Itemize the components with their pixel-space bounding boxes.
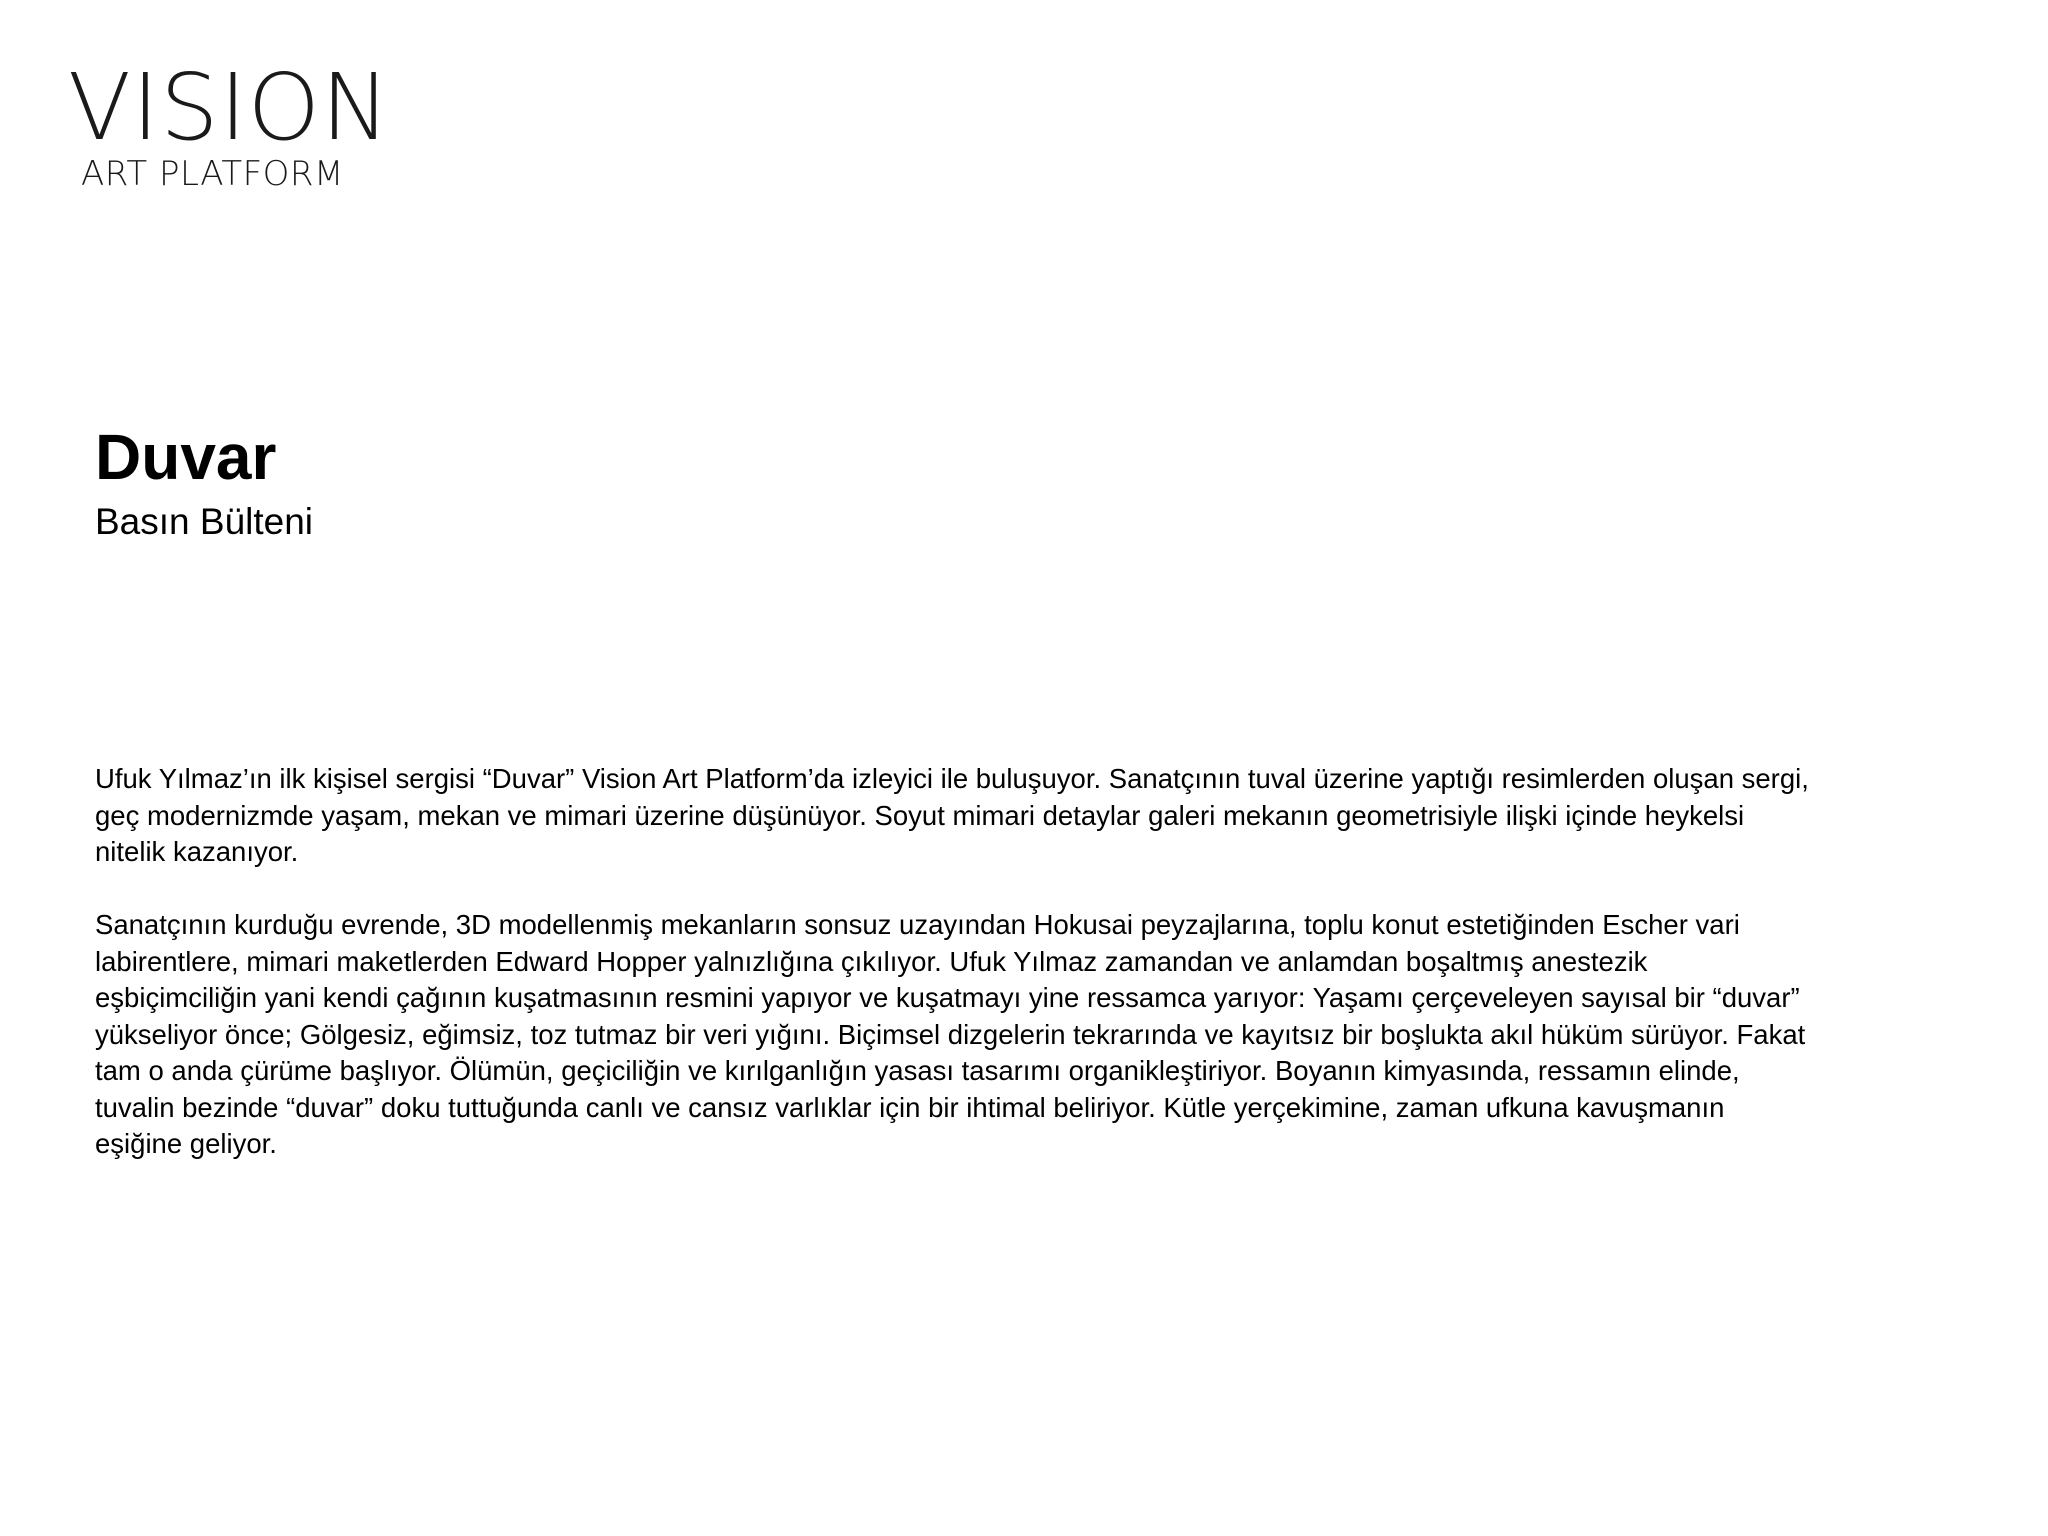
vision-art-platform-logo	[68, 54, 391, 194]
logo-wordmark: VISION	[68, 54, 391, 161]
document-body	[95, 761, 1815, 1199]
body-paragraph-1: Ufuk Yılmaz’ın ilk kişisel sergisi “Duvar” Vision Art Platform’da izleyici ile buluşuyor. Sanatçının tuval üzerine yaptığı resimlerden oluşan sergi, geç modernizmde yaşam, mekan ve mimari üzerine düşünüyor. Soyut mimari detaylar galeri mekanın geometrisiyle ilişki içinde heykelsi nitelik kazanıyor.	[95, 763, 1809, 867]
document-title: Duvar	[95, 421, 277, 493]
body-paragraph-2: Sanatçının kurduğu evrende, 3D modellenmiş mekanların sonsuz uzayından Hokusai peyzajlarına, toplu konut estetiğinden Escher vari labirentlere, mimari maketlerden Edward Hopper yalnızlığına çıkılıyor. Ufuk Yılmaz zamandan ve anlamdan boşaltmış anestezik eşbiçimciliğin yani kendi çağının kuşatmasının resmini yapıyor ve kuşatmayı yine ressamca yarıyor: Yaşamı çerçeveleyen sayısal bir “duvar” yükseliyor önce; Gölgesiz, eğimsiz, toz tutmaz bir veri yığını. Biçimsel dizgelerin tekrarında ve kayıtsız bir boşlukta akıl hüküm sürüyor. Fakat tam o anda çürüme başlıyor. Ölümün, geçiciliğin ve kırılganlığın yasası tasarımı organikleştiriyor. Boyanın kimyasında, ressamın elinde, tuvalin bezinde “duvar” doku tuttuğunda canlı ve cansız varlıklar için bir ihtimal beliriyor. Kütle yerçekimine, zaman ufkuna kavuşmanın eşiğine geliyor.	[95, 909, 1806, 1159]
document-subtitle: Basın Bülteni	[95, 501, 314, 542]
document-header	[95, 418, 313, 544]
logo-tagline: ART PLATFORM	[81, 154, 344, 194]
